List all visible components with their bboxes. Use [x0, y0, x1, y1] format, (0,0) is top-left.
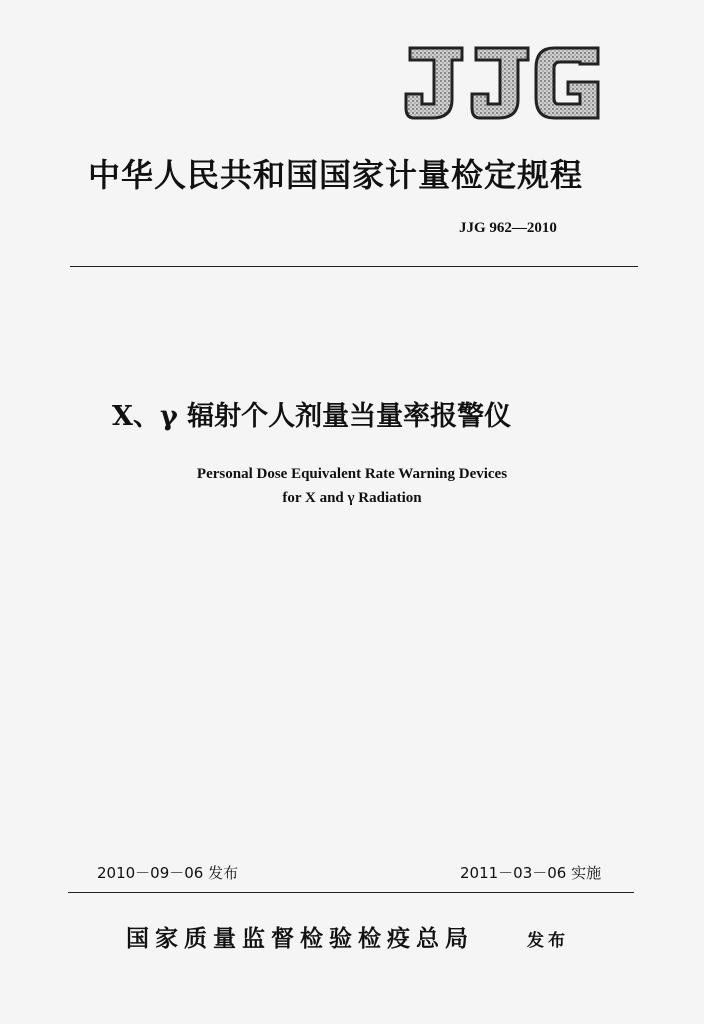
issue-date: 2010－09－06 发布 — [97, 864, 239, 882]
document-title-chinese: X、γ 辐射个人剂量当量率报警仪 — [112, 401, 512, 432]
bottom-divider — [68, 892, 634, 893]
document-title-english — [100, 462, 604, 510]
issuer-suffix: 发布 — [527, 931, 569, 951]
english-title-line-2: for X and γ Radiation — [282, 490, 422, 506]
jjg-logo — [404, 44, 602, 122]
regulation-code: JJG 962—2010 — [459, 220, 557, 236]
top-divider — [70, 266, 638, 267]
issuing-authority-title: 中华人民共和国国家计量检定规程 — [88, 156, 584, 194]
issuer-name: 国家质量监督检验检疫总局 — [126, 925, 474, 952]
implementation-date: 2011－03－06 实施 — [460, 864, 602, 882]
english-title-line-1: Personal Dose Equivalent Rate Warning Devices — [196, 466, 508, 482]
